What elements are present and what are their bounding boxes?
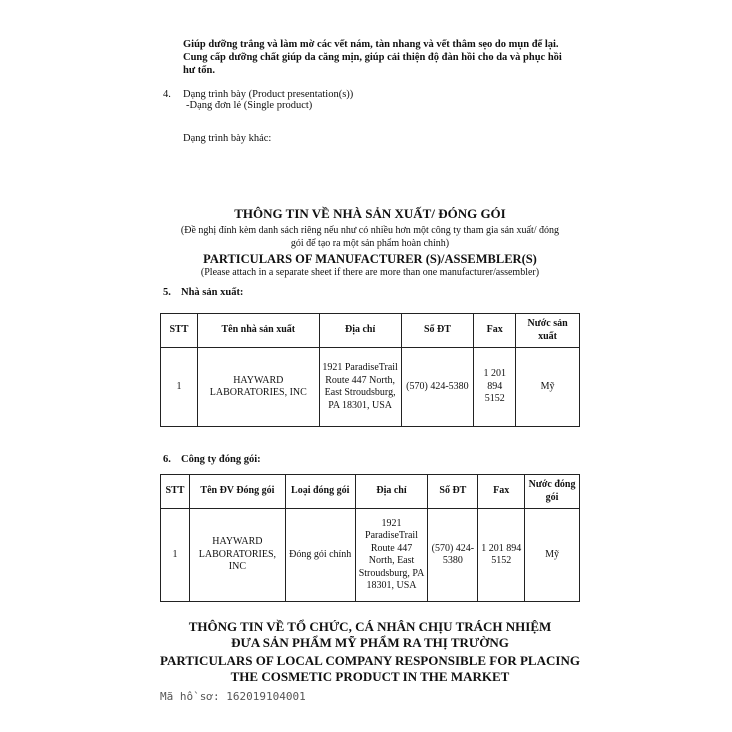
intro-line-1: Giúp dưỡng trắng và làm mờ các vết nám, tàn nhang và vết thâm sẹo do mụn để lại. bbox=[183, 39, 559, 50]
cell-country: Mỹ bbox=[516, 348, 580, 427]
header-address: Địa chỉ bbox=[355, 475, 428, 509]
cell-name: HAYWARD LABORATORIES, INC bbox=[197, 348, 319, 427]
section4-other: Dạng trình bày khác: bbox=[183, 133, 272, 144]
local-company-en-line-1: PARTICULARS OF LOCAL COMPANY RESPONSIBLE FOR PLACING bbox=[160, 653, 580, 668]
cell-type: Đóng gói chính bbox=[285, 509, 355, 602]
section6-number: 6. bbox=[163, 454, 171, 465]
header-address: Địa chỉ bbox=[319, 314, 401, 348]
header-phone: Số ĐT bbox=[401, 314, 474, 348]
header-fax: Fax bbox=[474, 314, 516, 348]
intro-line-2: Cung cấp dưỡng chất giúp da căng mịn, giúp cải thiện độ đàn hồi cho da và phục hồi bbox=[183, 52, 562, 63]
cell-country: Mỹ bbox=[525, 509, 580, 602]
cell-address: 1921 ParadiseTrail Route 447 North, East Stroudsburg, PA 18301, USA bbox=[355, 509, 428, 602]
manufacturer-en-note: (Please attach in a separate sheet if there are more than one manufacturer/assembler) bbox=[200, 267, 540, 278]
header-type: Loại đóng gói bbox=[285, 475, 355, 509]
table-row bbox=[161, 509, 580, 602]
cell-phone: (570) 424-5380 bbox=[428, 509, 478, 602]
manufacturer-vn-title: THÔNG TIN VỀ NHÀ SẢN XUẤT/ ĐÓNG GÓI bbox=[234, 206, 506, 221]
section4-sub: -Dạng đơn lẻ (Single product) bbox=[186, 100, 313, 111]
section4-title: Dạng trình bày (Product presentation(s)) bbox=[183, 89, 354, 100]
manufacturer-vn-note-2: gói để tạo ra một sản phẩm hoàn chỉnh) bbox=[290, 238, 450, 249]
record-id: Mã hồ sơ: 162019104001 bbox=[160, 690, 306, 703]
local-company-vn-line-1: THÔNG TIN VỀ TỔ CHỨC, CÁ NHÂN CHỊU TRÁCH NHIỆM bbox=[188, 619, 552, 634]
cell-phone: (570) 424-5380 bbox=[401, 348, 474, 427]
intro-line-3: hư tổn. bbox=[183, 65, 215, 76]
header-stt: STT bbox=[161, 314, 198, 348]
header-name: Tên ĐV Đóng gói bbox=[189, 475, 285, 509]
local-company-en-line-2: THE COSMETIC PRODUCT IN THE MARKET bbox=[230, 669, 510, 684]
section6-title: Công ty đóng gói: bbox=[181, 454, 261, 465]
packager-table bbox=[160, 474, 580, 602]
section4-number: 4. bbox=[163, 89, 171, 100]
header-country: Nước sản xuất bbox=[516, 314, 580, 348]
table-header-row bbox=[161, 475, 580, 509]
section5-title: Nhà sản xuất: bbox=[181, 287, 244, 298]
intro-paragraph bbox=[183, 38, 583, 77]
manufacturer-vn-note bbox=[160, 224, 580, 250]
manufacturer-en-title: PARTICULARS OF MANUFACTURER (S)/ASSEMBLER(S) bbox=[203, 252, 537, 266]
header-country: Nước đóng gói bbox=[525, 475, 580, 509]
cell-stt: 1 bbox=[161, 348, 198, 427]
section5-number: 5. bbox=[163, 287, 171, 298]
header-name: Tên nhà sản xuất bbox=[197, 314, 319, 348]
manufacturer-table bbox=[160, 313, 580, 427]
header-fax: Fax bbox=[478, 475, 525, 509]
manufacturer-vn-note-1: (Đề nghị đính kèm danh sách riêng nếu như có nhiều hơn một công ty tham gia sản xuất/ đóng bbox=[180, 225, 560, 236]
local-company-vn-line-2: ĐƯA SẢN PHẨM MỸ PHẨM RA THỊ TRƯỜNG bbox=[231, 635, 509, 650]
cell-name: HAYWARD LABORATORIES, INC bbox=[189, 509, 285, 602]
table-row bbox=[161, 348, 580, 427]
cell-fax: 1 201 894 5152 bbox=[478, 509, 525, 602]
cell-fax: 1 201 894 5152 bbox=[474, 348, 516, 427]
cell-address: 1921 ParadiseTrail Route 447 North, East Stroudsburg, PA 18301, USA bbox=[319, 348, 401, 427]
cell-stt: 1 bbox=[161, 509, 190, 602]
header-stt: STT bbox=[161, 475, 190, 509]
table-header-row bbox=[161, 314, 580, 348]
header-phone: Số ĐT bbox=[428, 475, 478, 509]
